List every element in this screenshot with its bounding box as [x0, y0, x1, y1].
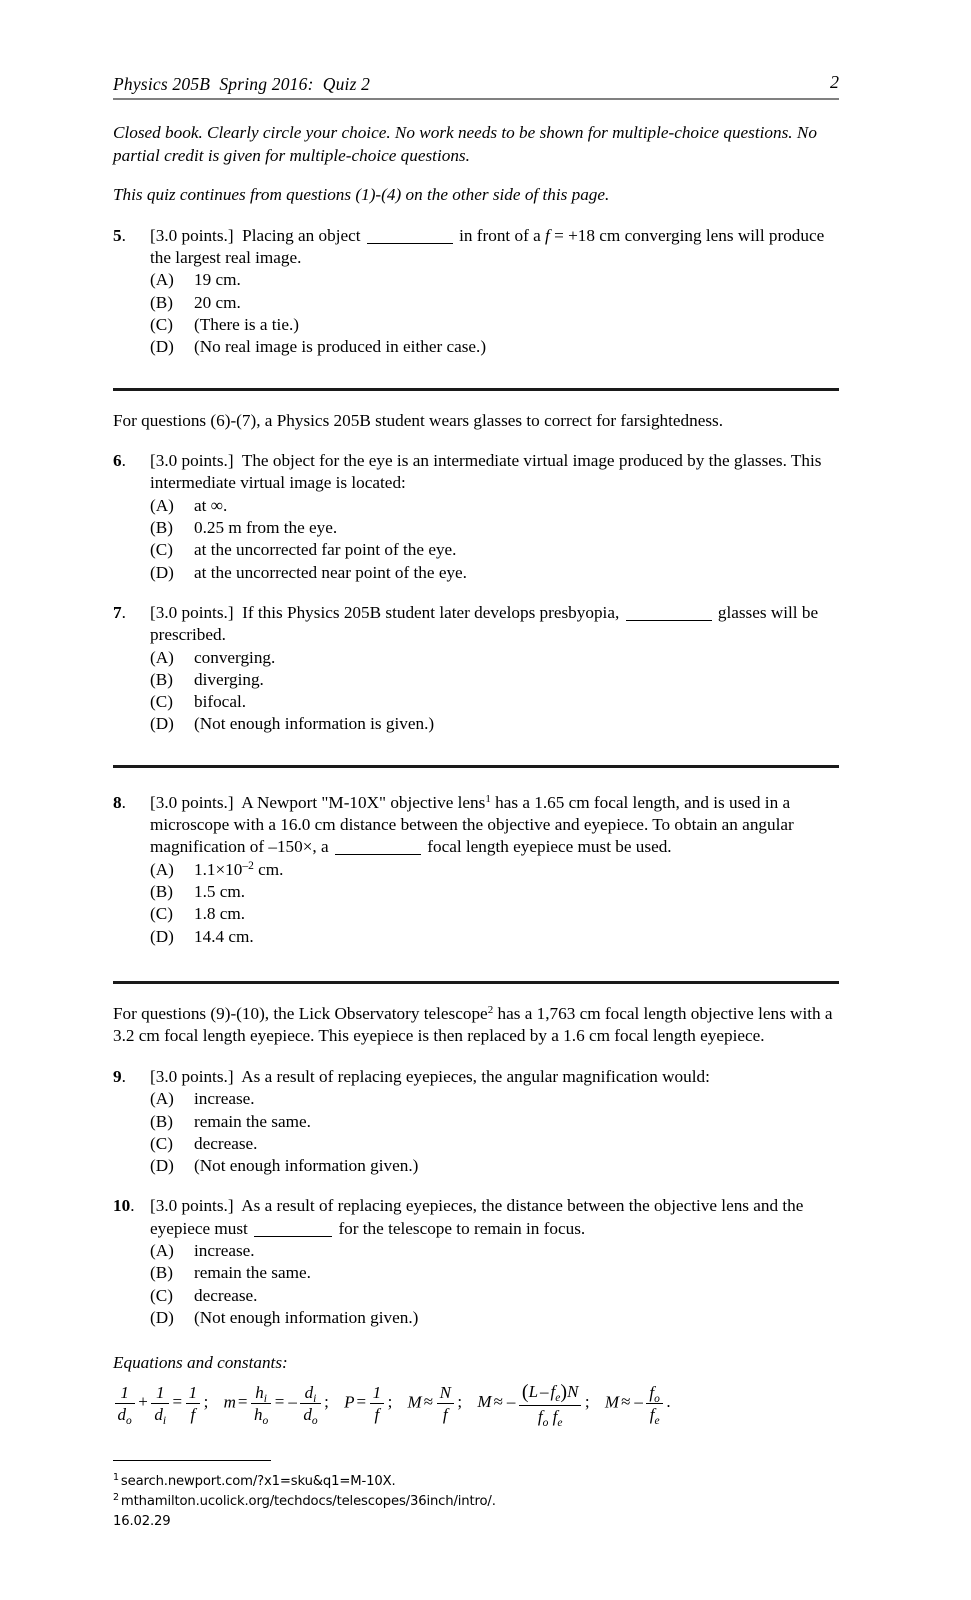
choice-7-b-text: diverging.: [194, 669, 264, 689]
frac9-num-f: f: [649, 1382, 655, 1402]
choice-7-c-text: bifocal.: [194, 692, 247, 712]
frac4-num-h: h: [255, 1382, 264, 1402]
eq-sep-1: ;: [203, 1392, 209, 1412]
question-7-number: 7.: [113, 602, 126, 622]
question-6-number: 6.: [113, 451, 126, 471]
frac-fo-over-fe: [646, 1382, 662, 1427]
question-6-body: [150, 450, 839, 584]
choice-10-c-label: (C): [150, 1285, 173, 1305]
frac-one-over-di: [151, 1382, 169, 1427]
eq4-approx: ≈: [423, 1392, 434, 1412]
q7-answer-blank[interactable]: [626, 620, 712, 621]
choice-9-c-label: (C): [150, 1133, 173, 1153]
frac5-den-d: d: [303, 1404, 312, 1424]
eq-sep-4: ;: [457, 1392, 463, 1412]
frac8-fe: f: [550, 1382, 556, 1402]
choice-8-b-text: 1.5 cm.: [194, 881, 246, 901]
frac5-num-d: d: [304, 1382, 314, 1402]
choice-9-d[interactable]: [150, 1155, 839, 1177]
choice-8-c-text: 1.8 cm.: [194, 904, 246, 924]
choice-10-c-text: decrease.: [194, 1285, 258, 1305]
choice-5-b-text: 20 cm.: [194, 292, 241, 312]
q8-stem-part2: has a 1.65 cm focal length, and is used in a microscope with a 16.0 cm distance between the objective and eyepiece. To obtain an angular magnification of –150×, a: [150, 792, 794, 857]
frac1-den-d: d: [117, 1404, 126, 1424]
choice-8-d[interactable]: [150, 926, 839, 948]
choice-5-a-label: (A): [150, 270, 174, 290]
frac5-num: [300, 1383, 320, 1404]
footnote-separator-rule: [113, 1460, 271, 1462]
frac1-den: [115, 1404, 135, 1427]
choice-10-b-text: remain the same.: [194, 1263, 311, 1283]
frac8-fe-sub: e: [555, 1392, 561, 1405]
choice-8-b-label: (B): [150, 881, 173, 901]
q8-stem-part1: A Newport "M-10X" objective lens: [241, 792, 486, 812]
question-9-body: [150, 1066, 839, 1177]
choice-8-a-label: (A): [150, 859, 174, 879]
question-10-body: [150, 1195, 839, 1329]
question-10: [113, 1195, 839, 1329]
question-9-stem: [150, 1066, 839, 1088]
q8-num-text: 8: [113, 792, 122, 812]
choice-9-a[interactable]: [150, 1088, 839, 1110]
frac8-num: [519, 1381, 582, 1405]
choice-9-c[interactable]: [150, 1133, 839, 1155]
q7-num-text: 7: [113, 602, 122, 622]
eq5-minus: –: [506, 1392, 516, 1412]
choice-5-c-text: (There is a tie.): [194, 314, 299, 334]
eq5-approx: ≈: [493, 1392, 503, 1412]
q10-stem-part2: for the telescope to remain in focus.: [338, 1218, 586, 1238]
footnote-1-marker: 1: [113, 1472, 119, 1484]
frac8-L: L: [528, 1382, 539, 1402]
question-7: [113, 602, 839, 736]
choice-9-a-text: increase.: [194, 1089, 255, 1109]
equation-magnification: [223, 1382, 322, 1427]
eq2-m: m: [223, 1392, 236, 1412]
frac8-N: N: [567, 1382, 579, 1402]
eq6-M: M: [604, 1392, 620, 1412]
q6-num-text: 6: [113, 451, 122, 471]
question-5-choices: [150, 269, 839, 358]
frac7-num: N: [437, 1383, 454, 1404]
q5-stem-part2: in front of a: [459, 225, 541, 245]
choice-10-c[interactable]: [150, 1285, 839, 1307]
question-8: [113, 792, 839, 948]
eq2-equals-2: =: [274, 1392, 285, 1412]
choice-9-c-text: decrease.: [194, 1133, 258, 1153]
choice-6-d[interactable]: [150, 562, 839, 584]
q10-answer-blank[interactable]: [254, 1236, 332, 1237]
frac4-den: [251, 1404, 271, 1427]
question-7-choices: [150, 647, 839, 736]
section-divider-1: [113, 388, 839, 391]
footnote-2: [113, 1492, 839, 1512]
choice-6-b-text: 0.25 m from the eye.: [194, 518, 338, 538]
frac1-den-sub: o: [126, 1414, 132, 1427]
choice-9-d-label: (D): [150, 1156, 174, 1176]
choice-10-a-label: (A): [150, 1241, 174, 1261]
footnote-2-marker: 2: [113, 1491, 119, 1503]
question-10-stem: [150, 1195, 839, 1240]
choice-5-d[interactable]: [150, 336, 839, 358]
q9-points: [3.0 points.]: [150, 1066, 234, 1086]
intro-9-10-footnote-marker: 2: [487, 1003, 494, 1016]
q5-stem-part3: = +18 cm converging lens will produce the largest real image.: [150, 225, 825, 268]
question-9-number: 9.: [113, 1066, 126, 1086]
question-9: [113, 1066, 839, 1177]
choice-7-a-text: converging.: [194, 647, 276, 667]
q7-points: [3.0 points.]: [150, 602, 234, 622]
instructions-paragraph: Closed book. Clearly circle your choice. No work needs to be shown for multiple-choice questions. No partial credit is given for multiple-choice questions.: [113, 123, 817, 165]
choice-7-b-label: (B): [150, 669, 173, 689]
eq6-approx: ≈: [621, 1392, 631, 1412]
question-10-number: 10.: [113, 1196, 135, 1216]
equation-thin-lens: [113, 1382, 202, 1427]
choice-9-a-label: (A): [150, 1089, 174, 1109]
q10-points: [3.0 points.]: [150, 1196, 234, 1216]
intro-9-10-part2: has a 1,763 cm focal length objective lens with a 3.2 cm focal length eyepiece. This eyepiece is then replaced by a 1.6 cm focal length eyepiece.: [113, 1003, 833, 1046]
eq1-equals: =: [172, 1392, 183, 1412]
equation-power: [344, 1383, 385, 1424]
q5-answer-blank[interactable]: [367, 243, 453, 244]
question-5-body: [150, 225, 839, 359]
q6-points: [3.0 points.]: [150, 451, 234, 471]
choice-10-b[interactable]: [150, 1262, 839, 1284]
frac-one-over-f: [186, 1383, 201, 1424]
footnote-1: [113, 1472, 839, 1492]
choice-5-a[interactable]: [150, 269, 839, 291]
question-6-choices: [150, 495, 839, 584]
question-6: [113, 450, 839, 584]
choice-5-d-label: (D): [150, 337, 174, 357]
frac8-paren-open: (: [521, 1381, 529, 1404]
continuation-note: This quiz continues from questions (1)-(4) on the other side of this page.: [113, 185, 610, 205]
frac3-num: 1: [186, 1383, 201, 1404]
choice-7-a-label: (A): [150, 647, 174, 667]
choice-5-c-label: (C): [150, 314, 173, 334]
choice-10-a[interactable]: [150, 1240, 839, 1262]
choice-10-d-label: (D): [150, 1307, 174, 1327]
frac2-den: [151, 1404, 169, 1427]
intro-9-10-part1: For questions (9)-(10), the Lick Observatory telescope: [113, 1003, 488, 1023]
frac6-den: f: [374, 1404, 380, 1424]
choice-8-a-text-pre: 1.1×10: [194, 859, 243, 879]
choice-9-b[interactable]: [150, 1111, 839, 1133]
frac6-num: 1: [370, 1383, 385, 1404]
frac8-den-fe: f: [552, 1406, 558, 1426]
frac4-num-sub: i: [263, 1392, 267, 1405]
equation-telescope: [604, 1382, 665, 1427]
choice-9-b-text: remain the same.: [194, 1111, 311, 1131]
frac9-den: [646, 1404, 662, 1427]
page-number: 2: [830, 72, 839, 92]
frac8-minus: –: [540, 1382, 549, 1402]
frac-microscope: [519, 1381, 582, 1429]
choice-5-b[interactable]: [150, 292, 839, 314]
choice-7-b[interactable]: [150, 669, 839, 691]
choice-6-b[interactable]: [150, 517, 839, 539]
q8-footnote-marker: 1: [485, 792, 491, 805]
frac1-num: 1: [115, 1383, 135, 1404]
frac9-den-f: f: [649, 1404, 655, 1424]
q8-answer-blank[interactable]: [335, 854, 421, 855]
choice-7-d-text: (Not enough information is given.): [194, 714, 435, 734]
question-7-body: [150, 602, 839, 736]
frac4-num: [251, 1383, 271, 1404]
choice-8-c[interactable]: [150, 903, 839, 925]
intro-questions-9-10: [113, 1003, 839, 1048]
header-title: Physics 205B Spring 2016: Quiz 2: [113, 74, 371, 94]
document-date: 16.02.29: [113, 1514, 171, 1530]
choice-6-c-text: at the uncorrected far point of the eye.: [194, 540, 457, 560]
frac4-den-sub: o: [262, 1414, 269, 1427]
choice-9-d-text: (Not enough information given.): [194, 1156, 419, 1176]
question-5-number: 5.: [113, 225, 126, 245]
eq3-equals: =: [356, 1392, 367, 1412]
frac-one-over-f-power: [370, 1383, 385, 1424]
choice-7-d-label: (D): [150, 714, 174, 734]
choice-8-d-label: (D): [150, 926, 174, 946]
frac-di-over-do: [300, 1382, 320, 1427]
frac2-num: 1: [151, 1383, 169, 1404]
choice-7-c[interactable]: [150, 691, 839, 713]
q9-num-text: 9: [113, 1066, 122, 1086]
eq3-P: P: [344, 1392, 355, 1412]
quiz-page: [113, 0, 839, 1532]
q10-num-text: 10: [113, 1196, 131, 1216]
eq-sep-5: ;: [584, 1392, 590, 1412]
frac4-den-h: h: [254, 1404, 263, 1424]
q6-stem-text: The object for the eye is an intermediate virtual image produced by the glasses. This intermediate virtual image is located:: [150, 451, 822, 493]
choice-7-c-label: (C): [150, 692, 173, 712]
frac7-den: f: [442, 1404, 448, 1424]
choice-7-d[interactable]: [150, 713, 839, 735]
eq-sep-3: ;: [387, 1392, 393, 1412]
question-5: [113, 225, 839, 359]
choice-9-b-label: (B): [150, 1111, 173, 1131]
frac5-den: [300, 1404, 320, 1427]
eq4-M: M: [407, 1392, 422, 1412]
choice-10-d[interactable]: [150, 1307, 839, 1329]
choice-8-a-text-post: cm.: [253, 859, 284, 879]
question-6-stem: [150, 450, 839, 495]
q7-stem-part2: glasses will be prescribed.: [150, 602, 819, 645]
section-divider-2: [113, 765, 839, 768]
footnote-2-text: mthamilton.ucolick.org/techdocs/telescopes/36inch/intro/.: [120, 1493, 496, 1509]
q9-stem-text: As a result of replacing eyepieces, the angular magnification would:: [241, 1066, 710, 1086]
q5-num-text: 5: [113, 225, 122, 245]
q5-stem-part1: Placing an object: [242, 225, 361, 245]
frac-hi-over-ho: [251, 1382, 271, 1427]
choice-8-d-text: 14.4 cm.: [194, 926, 254, 946]
frac8-den-fe-sub: e: [557, 1416, 563, 1429]
q10-stem-part1: As a result of replacing eyepieces, the distance between the objective lens and the eyepiece must: [150, 1196, 804, 1238]
choice-6-c-label: (C): [150, 540, 173, 560]
footnote-1-text: search.newport.com/?x1=sku&q1=M-10X.: [120, 1474, 396, 1490]
frac5-num-sub: i: [313, 1392, 317, 1405]
question-9-choices: [150, 1088, 839, 1177]
choice-6-d-text: at the uncorrected near point of the eye.: [194, 562, 467, 582]
frac3-den: f: [190, 1404, 196, 1424]
frac5-den-sub: o: [311, 1414, 318, 1427]
question-7-stem: [150, 602, 839, 647]
question-8-stem: [150, 792, 839, 859]
q7-stem-part1: If this Physics 205B student later develops presbyopia,: [242, 602, 620, 622]
frac2-den-sub: i: [162, 1414, 167, 1427]
eq2-minus: –: [288, 1392, 297, 1412]
equation-microscope: [477, 1381, 583, 1429]
choice-6-a[interactable]: [150, 495, 839, 517]
choice-5-d-text: (No real image is produced in either case.): [194, 337, 487, 357]
choice-10-a-text: increase.: [194, 1241, 255, 1261]
section-divider-3: [113, 981, 839, 984]
question-8-number: 8.: [113, 792, 126, 812]
choice-5-c[interactable]: [150, 314, 839, 336]
choice-6-b-label: (B): [150, 518, 173, 538]
eq2-equals-1: =: [237, 1392, 248, 1412]
frac2-den-d: d: [154, 1404, 163, 1424]
question-5-stem: [150, 225, 839, 270]
eq1-plus: +: [138, 1392, 148, 1412]
equations-row: [113, 1381, 839, 1429]
equations-heading: Equations and constants:: [113, 1353, 288, 1373]
footnotes-block: [113, 1472, 839, 1511]
frac-N-over-f: [437, 1383, 454, 1424]
choice-7-a[interactable]: [150, 647, 839, 669]
frac8-den-fo: f: [537, 1406, 543, 1426]
q5-focal-symbol: f: [545, 225, 550, 245]
q8-points: [3.0 points.]: [150, 792, 234, 812]
frac-one-over-do: [115, 1382, 135, 1427]
eq5-M: M: [477, 1392, 492, 1412]
eq-sep-2: ;: [324, 1392, 329, 1412]
frac8-paren-close: ): [560, 1381, 568, 1404]
frac8-den: [519, 1406, 582, 1429]
choice-6-c[interactable]: [150, 539, 839, 561]
frac9-num: [646, 1383, 662, 1404]
intro-questions-6-7: For questions (6)-(7), a Physics 205B student wears glasses to correct for farsightedness.: [113, 410, 724, 430]
frac8-den-fo-sub: o: [542, 1416, 549, 1429]
choice-8-a-exponent: –2: [242, 859, 254, 872]
choice-10-d-text: (Not enough information given.): [194, 1307, 419, 1327]
choice-6-a-text: at ∞.: [194, 495, 228, 515]
question-8-choices: [150, 859, 839, 948]
q8-stem-part3: focal length eyepiece must be used.: [427, 837, 672, 857]
page-header: [113, 0, 839, 104]
choice-8-a[interactable]: [150, 859, 839, 881]
equation-magnifier: [408, 1383, 456, 1424]
choice-5-a-text: 19 cm.: [194, 270, 241, 290]
question-10-choices: [150, 1240, 839, 1329]
choice-6-a-label: (A): [150, 495, 174, 515]
choice-10-b-label: (B): [150, 1263, 173, 1283]
eq6-minus: –: [634, 1392, 643, 1412]
frac9-den-sub: e: [654, 1414, 660, 1427]
choice-6-d-label: (D): [150, 562, 174, 582]
q5-points: [3.0 points.]: [150, 225, 234, 245]
frac9-num-sub: o: [654, 1392, 660, 1405]
eq-end-period: .: [666, 1392, 671, 1412]
choice-5-b-label: (B): [150, 292, 173, 312]
choice-8-c-label: (C): [150, 904, 173, 924]
choice-8-b[interactable]: [150, 881, 839, 903]
question-8-body: [150, 792, 839, 948]
header-rule: [113, 98, 839, 100]
